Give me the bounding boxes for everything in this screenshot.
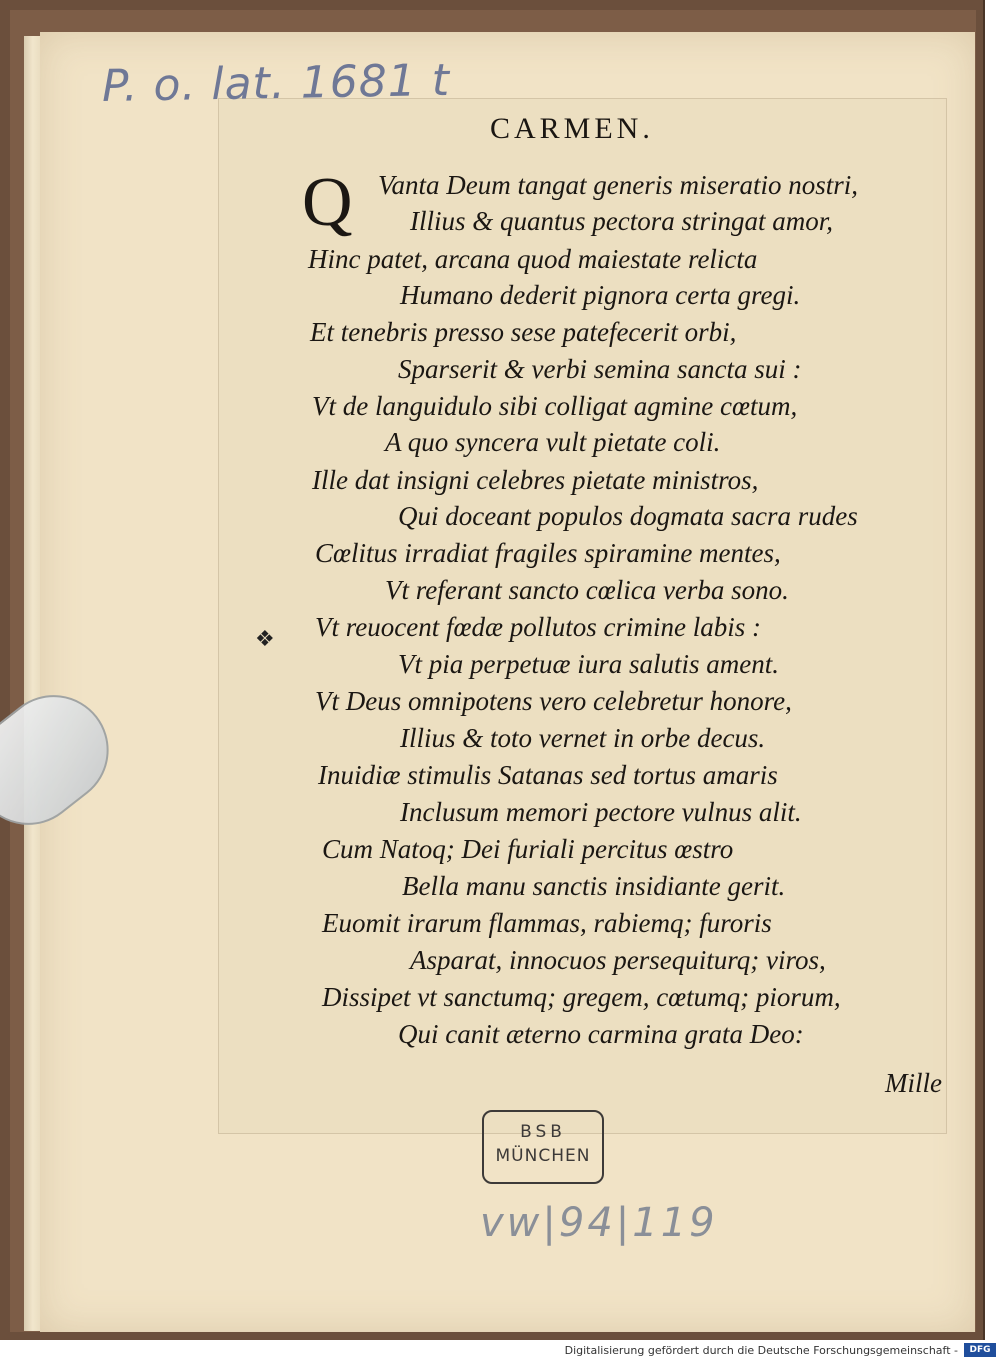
- drop-cap: Q: [302, 164, 353, 241]
- catchword: Mille: [885, 1068, 942, 1098]
- poem-line: Qui canit æterno carmina grata Deo:: [398, 1019, 804, 1049]
- accession-number: vw|94|119: [480, 1200, 718, 1246]
- poem-line: Cum Natoq; Dei furiali percitus œstro: [322, 834, 734, 864]
- poem-line: Cœlitus irradiat fragiles spiramine mentes,: [315, 538, 781, 568]
- library-stamp: [482, 1110, 604, 1184]
- poem-line: Vt reuocent fœdæ pollutos crimine labis :: [315, 612, 761, 642]
- footer-credit: Digitalisierung gefördert durch die Deutsche Forschungsgemeinschaft -: [564, 1344, 958, 1357]
- poem-line: Bella manu sanctis insidiante gerit.: [402, 871, 786, 901]
- dfg-logo: DFG: [964, 1343, 996, 1357]
- poem-line: Ille dat insigni celebres pietate ministros,: [312, 465, 759, 495]
- poem-line: Vt de languidulo sibi colligat agmine cœtum,: [312, 391, 798, 421]
- poem-line: Et tenebris presso sese patefecerit orbi,: [310, 317, 737, 347]
- poem-line: Dissipet vt sanctumq; gregem, cœtumq; piorum,: [322, 982, 841, 1012]
- poem-line: Illius & toto vernet in orbe decus.: [400, 723, 766, 753]
- poem-line: Illius & quantus pectora stringat amor,: [410, 206, 834, 236]
- margin-mark-icon: ❖: [255, 626, 275, 651]
- poem-line: Inclusum memori pectore vulnus alit.: [400, 797, 802, 827]
- poem-line: Hinc patet, arcana quod maiestate relicta: [308, 244, 758, 274]
- poem-line: Sparserit & verbi semina sancta sui :: [398, 354, 802, 384]
- poem-line: Inuidiæ stimulis Satanas sed tortus amaris: [318, 760, 778, 790]
- poem-line: Asparat, innocuos persequiturq; viros,: [410, 945, 826, 975]
- poem-line: Vanta Deum tangat generis miseratio nostri,: [378, 170, 858, 200]
- poem-line: A quo syncera vult pietate coli.: [385, 427, 721, 457]
- poem-line: Humano dederit pignora certa gregi.: [400, 280, 801, 310]
- stamp-line-1: BSB: [520, 1122, 566, 1142]
- poem-line: Qui doceant populos dogmata sacra rudes: [398, 501, 858, 531]
- page-heading: CARMEN.: [490, 112, 654, 145]
- poem-line: Euomit irarum flammas, rabiemq; furoris: [322, 908, 772, 938]
- poem-line: Vt pia perpetuæ iura salutis ament.: [398, 649, 779, 679]
- shelfmark: P. o. lat. 1681 t: [101, 54, 451, 113]
- poem-line: Vt Deus omnipotens vero celebretur honore,: [315, 686, 792, 716]
- stamp-line-2: MÜNCHEN: [495, 1146, 591, 1166]
- poem-line: Vt referant sancto cœlica verba sono.: [385, 575, 789, 605]
